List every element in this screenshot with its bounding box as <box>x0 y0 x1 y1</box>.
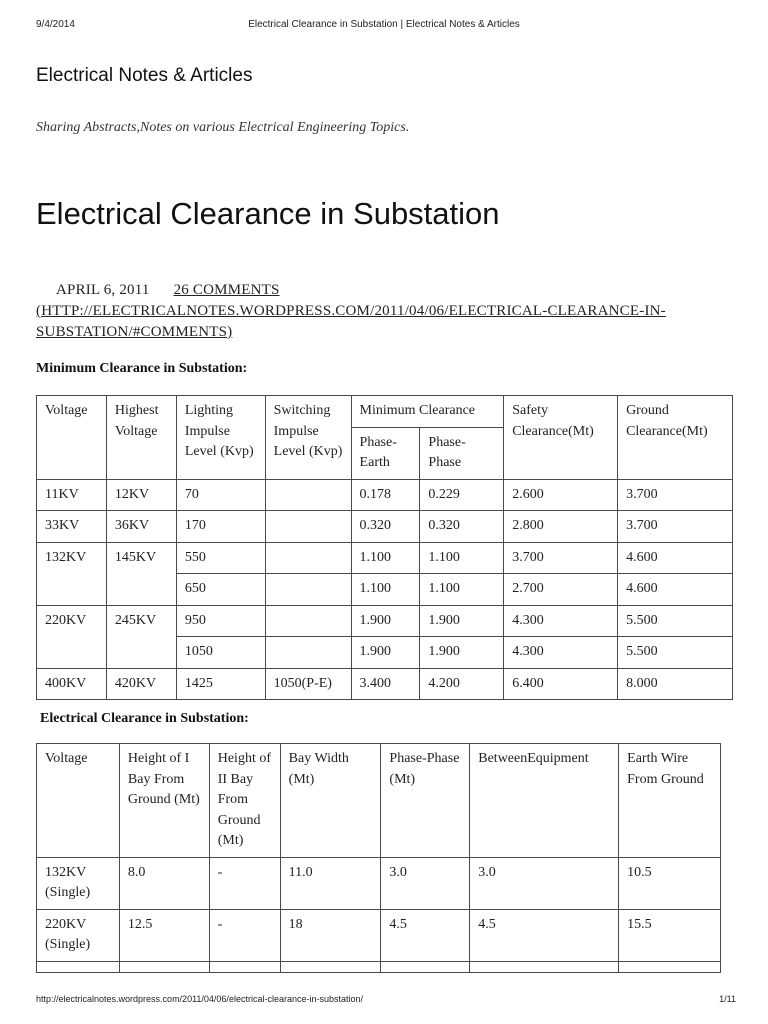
table-cell: 8.0 <box>119 857 209 909</box>
table-cell: 3.400 <box>351 668 420 700</box>
page-number: 1/11 <box>719 994 736 1004</box>
table-header-row <box>37 744 721 858</box>
header-cell: BetweenEquipment <box>470 744 619 858</box>
table-cell: 1.900 <box>351 637 420 669</box>
table-cell: 0.178 <box>351 479 420 511</box>
header-cell: Phase-Earth <box>351 427 420 479</box>
table-cell: 650 <box>176 574 265 606</box>
table-cell <box>265 511 351 543</box>
comments-link[interactable]: 26 COMMENTS (HTTP://ELECTRICALNOTES.WORDPRESS.COM/2011/04/06/ELECTRICAL-CLEARANCE-IN-SUBSTATION/#COMMENTS) <box>36 282 666 340</box>
table-row <box>37 479 733 511</box>
table-cell: 4.200 <box>420 668 504 700</box>
table-cell: 550 <box>176 542 265 574</box>
table-cell: 1.100 <box>420 574 504 606</box>
table-cell <box>619 961 721 972</box>
table-cell <box>265 574 351 606</box>
table-cell: 11.0 <box>280 857 381 909</box>
table-cell: 8.000 <box>618 668 733 700</box>
table-cell: 400KV <box>37 668 107 700</box>
print-date: 9/4/2014 <box>36 19 75 30</box>
table-cell: 4.5 <box>381 909 470 961</box>
section-heading-electrical-clearance: Electrical Clearance in Substation: <box>40 711 249 726</box>
table-cell: 145KV <box>106 542 176 605</box>
table-cell <box>119 961 209 972</box>
header-cell: Ground Clearance(Mt) <box>618 396 733 480</box>
table-cell: - <box>209 909 280 961</box>
table-cell: 5.500 <box>618 605 733 637</box>
table-cell: - <box>209 857 280 909</box>
header-cell: Highest Voltage <box>106 396 176 480</box>
header-cell: Lighting Impulse Level (Kvp) <box>176 396 265 480</box>
post-meta <box>36 280 726 343</box>
electrical-clearance-table <box>36 743 721 973</box>
table-cell: 4.300 <box>504 605 618 637</box>
table-cell <box>265 479 351 511</box>
table-cell <box>37 961 120 972</box>
table-row <box>37 511 733 543</box>
table-cell: 3.700 <box>618 479 733 511</box>
table-cell: 3.700 <box>618 511 733 543</box>
table-cell <box>265 637 351 669</box>
table-cell: 3.0 <box>470 857 619 909</box>
post-title: Electrical Clearance in Substation <box>36 196 500 231</box>
table-cell: 1050(P-E) <box>265 668 351 700</box>
table-cell: 420KV <box>106 668 176 700</box>
header-cell: Voltage <box>37 744 120 858</box>
table-cell: 3.0 <box>381 857 470 909</box>
table-cell: 15.5 <box>619 909 721 961</box>
table-cell: 5.500 <box>618 637 733 669</box>
table-cell: 18 <box>280 909 381 961</box>
table-cell <box>265 605 351 637</box>
table-cell <box>209 961 280 972</box>
table-cell: 1050 <box>176 637 265 669</box>
header-cell: Phase-Phase <box>420 427 504 479</box>
table-cell: 1.900 <box>420 637 504 669</box>
table-cell: 132KV <box>37 542 107 605</box>
table-cell: 1425 <box>176 668 265 700</box>
table-cell: 12.5 <box>119 909 209 961</box>
table-cell: 220KV (Single) <box>37 909 120 961</box>
site-title[interactable]: Electrical Notes & Articles <box>36 65 253 86</box>
table-cell: 4.600 <box>618 574 733 606</box>
table-cell: 1.900 <box>420 605 504 637</box>
table-cell <box>280 961 381 972</box>
table-row <box>37 857 721 909</box>
table-cell: 6.400 <box>504 668 618 700</box>
table-cell: 0.320 <box>420 511 504 543</box>
table-cell: 36KV <box>106 511 176 543</box>
table-cell: 33KV <box>37 511 107 543</box>
table-cell: 11KV <box>37 479 107 511</box>
table-cell: 10.5 <box>619 857 721 909</box>
table-cell: 0.229 <box>420 479 504 511</box>
table-row <box>37 542 733 574</box>
print-url: http://electricalnotes.wordpress.com/2011/04/06/electrical-clearance-in-substation/ <box>36 994 363 1004</box>
table-cell: 950 <box>176 605 265 637</box>
header-cell: Voltage <box>37 396 107 480</box>
header-cell: Height of I Bay From Ground (Mt) <box>119 744 209 858</box>
table-cell: 3.700 <box>504 542 618 574</box>
header-cell: Switching Impulse Level (Kvp) <box>265 396 351 480</box>
table-cell: 0.320 <box>351 511 420 543</box>
table-header-row <box>37 396 733 428</box>
table-cell: 245KV <box>106 605 176 668</box>
header-cell: Safety Clearance(Mt) <box>504 396 618 480</box>
table-row <box>37 909 721 961</box>
table-cell: 70 <box>176 479 265 511</box>
header-cell: Height of II Bay From Ground (Mt) <box>209 744 280 858</box>
table-cell <box>381 961 470 972</box>
table-row <box>37 668 733 700</box>
table-cell: 2.600 <box>504 479 618 511</box>
table-cell: 4.300 <box>504 637 618 669</box>
section-heading-minimum-clearance: Minimum Clearance in Substation: <box>36 361 248 376</box>
table-cell: 4.5 <box>470 909 619 961</box>
table-cell: 4.600 <box>618 542 733 574</box>
table-cell: 1.100 <box>351 574 420 606</box>
table-cell <box>470 961 619 972</box>
table-cell: 2.700 <box>504 574 618 606</box>
header-cell: Earth Wire From Ground <box>619 744 721 858</box>
table-cell: 12KV <box>106 479 176 511</box>
table-row <box>37 605 733 637</box>
table-cell: 2.800 <box>504 511 618 543</box>
header-cell: Phase-Phase (Mt) <box>381 744 470 858</box>
table-cell <box>265 542 351 574</box>
site-tagline: Sharing Abstracts,Notes on various Electrical Engineering Topics. <box>36 120 410 135</box>
minimum-clearance-table <box>36 395 733 700</box>
post-date: APRIL 6, 2011 <box>56 282 150 298</box>
table-cell: 1.100 <box>351 542 420 574</box>
table-cell: 170 <box>176 511 265 543</box>
table-cell: 1.100 <box>420 542 504 574</box>
print-document-title: Electrical Clearance in Substation | Electrical Notes & Articles <box>248 19 520 30</box>
table-cell: 132KV (Single) <box>37 857 120 909</box>
header-cell: Bay Width (Mt) <box>280 744 381 858</box>
header-cell: Minimum Clearance <box>351 396 504 428</box>
table-row <box>37 961 721 972</box>
table-cell: 1.900 <box>351 605 420 637</box>
table-cell: 220KV <box>37 605 107 668</box>
